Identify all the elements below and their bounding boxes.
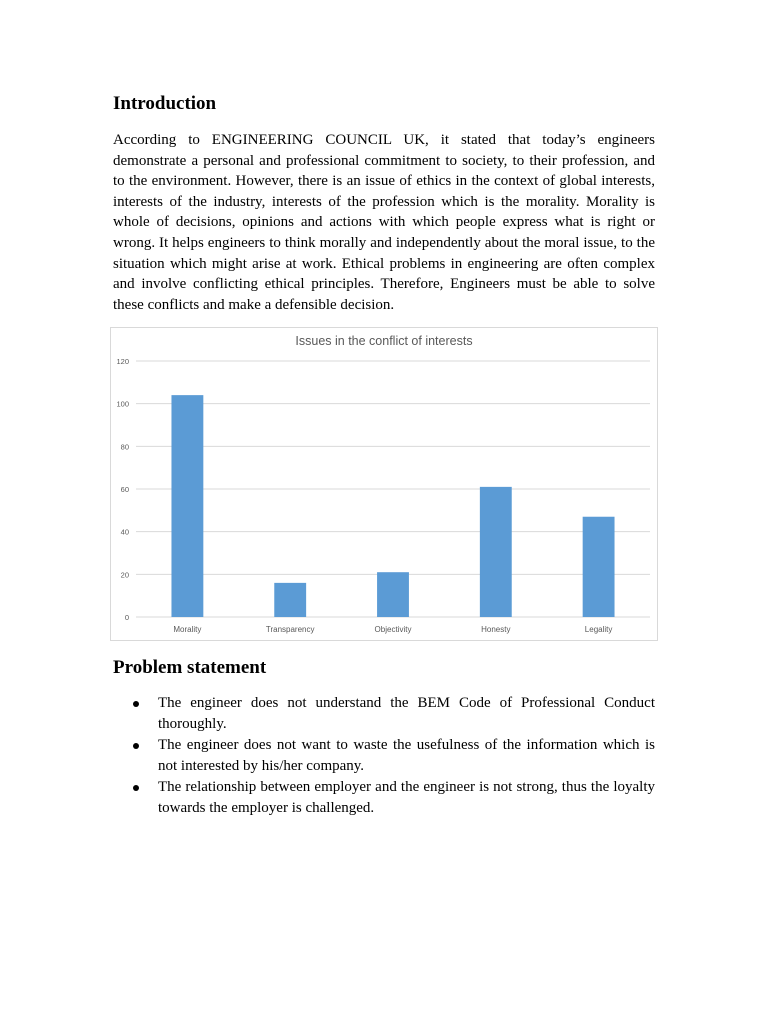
bar-honesty (480, 487, 512, 617)
bullet-icon (133, 701, 139, 707)
problem-item (113, 735, 655, 777)
bar-objectivity (377, 572, 409, 617)
y-tick-label: 60 (120, 485, 129, 494)
bullet-icon (133, 785, 139, 791)
problem-item-text: The engineer does not want to waste the usefulness of the information which is not interested by his/her company. (158, 737, 655, 774)
y-tick-label: 20 (120, 570, 129, 580)
y-tick-label: 80 (120, 442, 129, 452)
problem-item (113, 777, 655, 819)
chart-title: Issues in the conflict of interests (295, 334, 473, 348)
y-tick-label: 0 (124, 613, 129, 622)
x-tick-label: Morality (173, 625, 202, 634)
x-tick-label: Legality (584, 625, 613, 634)
bar-chart (110, 327, 658, 641)
bullet-icon (133, 743, 139, 749)
x-tick-label: Objectivity (374, 625, 412, 634)
y-tick-label: 40 (120, 527, 129, 537)
intro-paragraph: According to ENGINEERING COUNCIL UK, it stated that today’s engineers demonstrate a personal and professional commitment to society, to their profession, and to the environment. However, there is an issue of ethics in the context of global interests, interests of the industry, interests of the profession which is the morality. Morality is whole of decisions, opinions and actions with which people express what is right or wrong. It helps engineers to think morally and independently about the moral issue, to the situation which might arise at work. Ethical problems in engineering are often complex and involve conflicting ethical principles. Therefore, Engineers must be able to solve these conflicts and make a defensible decision. (113, 132, 655, 313)
chart-svg (110, 327, 658, 641)
problem-item-text: The engineer does not understand the BEM Code of Professional Conduct thoroughly. (158, 695, 655, 732)
problem-item (113, 693, 655, 735)
x-tick-label: Transparency (265, 625, 315, 634)
intro-heading: Introduction (113, 93, 217, 114)
y-tick-label: 100 (116, 399, 129, 409)
x-tick-label: Honesty (481, 625, 511, 634)
bar-transparency (274, 583, 306, 617)
problem-heading: Problem statement (113, 657, 267, 678)
problem-item-text: The relationship between employer and the engineer is not strong, thus the loyalty towards the employer is challenged. (158, 779, 655, 816)
y-tick-label: 120 (116, 357, 129, 366)
problem-list (113, 693, 655, 819)
bar-morality (171, 395, 203, 617)
bar-legality (583, 517, 615, 617)
